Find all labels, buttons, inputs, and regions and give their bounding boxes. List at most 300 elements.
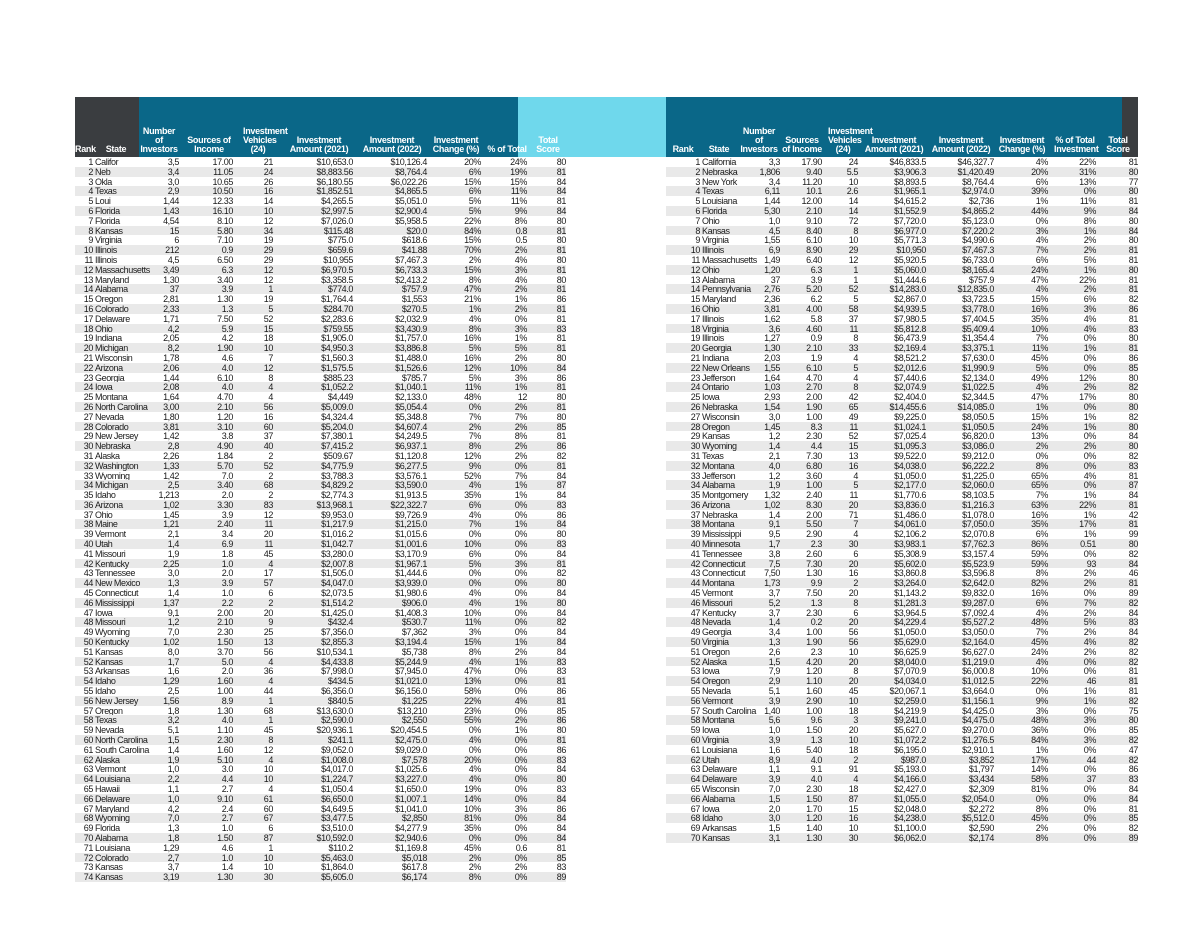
change-cell: 11% bbox=[464, 617, 481, 628]
vehicles-cell: 91 bbox=[848, 764, 858, 775]
vehicles-cell: 6 bbox=[853, 548, 858, 559]
table-row bbox=[666, 186, 1138, 196]
vehicles-cell: 12 bbox=[263, 215, 273, 226]
vehicles-cell: 44 bbox=[263, 686, 273, 697]
table-row bbox=[75, 872, 566, 882]
income-cell: 1.0 bbox=[221, 558, 233, 569]
table-row bbox=[666, 500, 1138, 510]
score-cell: 80 bbox=[1128, 166, 1138, 177]
investors-cell: 1,40 bbox=[764, 705, 780, 716]
income-cell: 7.30 bbox=[806, 450, 822, 461]
change-cell: 35% bbox=[464, 490, 481, 501]
table-row bbox=[75, 647, 566, 657]
table-row bbox=[666, 735, 1138, 745]
state-cell: Illinois bbox=[95, 254, 117, 265]
amount-2022-cell: $1,216.3 bbox=[962, 499, 994, 510]
amount-2022-cell: $2,736 bbox=[968, 196, 994, 207]
amount-2022-cell: $4,865.5 bbox=[395, 186, 427, 197]
share-cell: 1% bbox=[1083, 411, 1096, 422]
table-row bbox=[666, 686, 1138, 696]
rank-cell: 61 bbox=[690, 744, 700, 755]
column-header-state: State bbox=[105, 144, 127, 154]
share-cell: 0% bbox=[1083, 401, 1096, 412]
amount-2021-cell: $6,650.0 bbox=[321, 793, 353, 804]
table-row bbox=[666, 314, 1138, 324]
rank-cell: 34 bbox=[690, 480, 700, 491]
investors-cell: 3,3 bbox=[768, 157, 780, 167]
share-cell: 0% bbox=[1083, 431, 1096, 442]
investors-cell: 1,42 bbox=[163, 431, 179, 442]
amount-2021-cell: $4,324.4 bbox=[321, 411, 353, 422]
change-cell: 4% bbox=[468, 509, 481, 520]
share-cell: 0% bbox=[514, 313, 527, 324]
state-cell: Ohio bbox=[702, 215, 720, 226]
score-cell: 81 bbox=[1128, 245, 1138, 256]
investors-cell: 3,0 bbox=[768, 813, 780, 824]
investors-cell: 1,8 bbox=[167, 705, 179, 716]
investors-cell: 3,9 bbox=[768, 735, 780, 746]
table-row bbox=[75, 353, 566, 363]
state-cell: Idaho bbox=[95, 676, 116, 687]
share-cell: 0% bbox=[514, 744, 527, 755]
share-cell: 0% bbox=[1083, 803, 1096, 814]
change-cell: 6% bbox=[1035, 529, 1048, 540]
state-cell: Kentucky bbox=[95, 637, 129, 648]
income-cell: 2.10 bbox=[806, 205, 822, 216]
income-cell: 2.7 bbox=[221, 813, 233, 824]
state-cell: Oregon bbox=[702, 646, 730, 657]
amount-2021-cell: $5,771.3 bbox=[894, 235, 926, 246]
change-cell: 1% bbox=[468, 303, 481, 314]
change-cell: 49% bbox=[1031, 372, 1048, 383]
share-cell: 2% bbox=[1083, 382, 1096, 393]
share-cell: 93 bbox=[1086, 558, 1096, 569]
income-cell: 2.40 bbox=[806, 490, 822, 501]
share-cell: 22% bbox=[1079, 499, 1096, 510]
vehicles-cell: 2 bbox=[268, 450, 273, 461]
rank-cell: 37 bbox=[690, 509, 700, 520]
amount-2021-cell: $7,440.6 bbox=[894, 372, 926, 383]
change-cell: 12% bbox=[464, 362, 481, 373]
state-cell: Montana bbox=[702, 715, 735, 726]
income-cell: 2.00 bbox=[217, 607, 233, 618]
table-row bbox=[666, 226, 1138, 236]
investors-cell: 1,9 bbox=[167, 754, 179, 765]
vehicles-cell: 4 bbox=[853, 774, 858, 785]
column-header-score: Total Score bbox=[1106, 135, 1130, 154]
income-cell: 0.9 bbox=[810, 333, 822, 344]
score-cell: 83 bbox=[556, 862, 566, 873]
amount-2021-cell: $6,473.9 bbox=[894, 333, 926, 344]
share-cell: 2% bbox=[1083, 235, 1096, 246]
amount-2021-cell: $9,225.0 bbox=[894, 411, 926, 422]
score-cell: 80 bbox=[556, 254, 566, 265]
state-cell: Kansas bbox=[95, 872, 123, 883]
rank-cell: 23 bbox=[690, 372, 700, 383]
share-cell: 4% bbox=[514, 695, 527, 706]
investors-cell: 1,44 bbox=[163, 196, 179, 207]
amount-2022-cell: $5,527.2 bbox=[962, 617, 994, 628]
change-cell: 12% bbox=[464, 450, 481, 461]
amount-2022-cell: $1,913.5 bbox=[395, 490, 427, 501]
rank-cell: 57 bbox=[690, 705, 700, 716]
rank-cell: 13 bbox=[83, 274, 93, 285]
vehicles-cell: 11 bbox=[849, 421, 858, 432]
income-cell: 8.10 bbox=[217, 215, 233, 226]
change-cell: 0% bbox=[468, 744, 481, 755]
income-cell: 5.80 bbox=[217, 225, 233, 236]
amount-2022-cell: $1,041.0 bbox=[395, 803, 427, 814]
vehicles-cell: 71 bbox=[848, 509, 858, 520]
rank-cell: 62 bbox=[690, 754, 700, 765]
amount-2022-cell: $1,276.5 bbox=[962, 735, 994, 746]
amount-2021-cell: $509.67 bbox=[323, 450, 353, 461]
amount-2021-cell: $7,998.0 bbox=[321, 666, 353, 677]
amount-2021-cell: $7,980.5 bbox=[894, 313, 926, 324]
change-cell: 11% bbox=[464, 382, 481, 393]
amount-2021-cell: $759.55 bbox=[323, 323, 353, 334]
rank-cell: 39 bbox=[83, 529, 93, 540]
vehicles-cell: 8 bbox=[853, 225, 858, 236]
vehicles-cell: 20 bbox=[848, 617, 858, 628]
investors-cell: 1,213 bbox=[158, 490, 179, 501]
rank-cell: 74 bbox=[83, 872, 93, 883]
table-row bbox=[666, 157, 1138, 167]
change-cell: 0% bbox=[468, 578, 481, 589]
income-cell: 4.0 bbox=[221, 362, 233, 373]
amount-2021-cell: $840.5 bbox=[327, 695, 353, 706]
score-cell: 82 bbox=[1128, 597, 1138, 608]
rank-cell: 23 bbox=[83, 372, 93, 383]
rank-cell: 71 bbox=[83, 842, 93, 853]
share-cell: 12% bbox=[1079, 372, 1096, 383]
table-row bbox=[75, 745, 566, 755]
income-cell: 1.50 bbox=[806, 793, 822, 804]
rank-cell: 40 bbox=[83, 539, 93, 550]
amount-2022-cell: $3,939.0 bbox=[395, 578, 427, 589]
amount-2022-cell: $5,123.0 bbox=[962, 215, 994, 226]
share-cell: 9% bbox=[514, 205, 527, 216]
score-cell: 80 bbox=[556, 411, 566, 422]
amount-2022-cell: $5,051.0 bbox=[395, 196, 427, 207]
state-cell: Wyoming bbox=[95, 627, 130, 638]
investors-cell: 2,8 bbox=[167, 441, 179, 452]
table-row bbox=[666, 245, 1138, 255]
share-cell: 0% bbox=[514, 539, 527, 550]
vehicles-cell: 49 bbox=[848, 411, 858, 422]
amount-2021-cell: $241.1 bbox=[327, 735, 353, 746]
rank-cell: 30 bbox=[690, 441, 700, 452]
income-cell: 4.0 bbox=[810, 774, 822, 785]
state-cell: Iowa bbox=[702, 666, 720, 677]
rank-cell: 36 bbox=[83, 499, 93, 510]
table-row bbox=[666, 666, 1138, 676]
rank-cell: 15 bbox=[690, 294, 700, 305]
score-cell: 84 bbox=[556, 490, 566, 501]
state-cell: Nevada bbox=[702, 686, 731, 697]
table-row bbox=[666, 745, 1138, 755]
income-cell: 10.50 bbox=[212, 186, 233, 197]
score-cell: 80 bbox=[1128, 215, 1138, 226]
table-row bbox=[75, 617, 566, 627]
vehicles-cell: 3 bbox=[853, 715, 858, 726]
amount-2021-cell: $2,867.0 bbox=[894, 294, 926, 305]
table-row bbox=[666, 167, 1138, 177]
table-row bbox=[666, 235, 1138, 245]
vehicles-cell: 19 bbox=[263, 235, 273, 246]
share-cell: 0% bbox=[514, 578, 527, 589]
rank-cell: 42 bbox=[83, 558, 93, 569]
investors-cell: 1,20 bbox=[764, 264, 780, 275]
share-cell: 5% bbox=[1083, 254, 1096, 265]
investors-cell: 2,08 bbox=[163, 382, 179, 393]
income-cell: 1.4 bbox=[221, 862, 233, 873]
change-cell: 2% bbox=[1035, 441, 1048, 452]
amount-2021-cell: $5,602.0 bbox=[894, 558, 926, 569]
column-header-amount-2022: Investment Amount (2022) bbox=[362, 135, 422, 154]
rank-cell: 25 bbox=[83, 392, 93, 403]
rank-cell: 59 bbox=[83, 725, 93, 736]
score-cell: 87 bbox=[556, 480, 566, 491]
state-cell: Georgia bbox=[702, 627, 732, 638]
state-cell: Virginia bbox=[95, 235, 122, 246]
rank-cell: 47 bbox=[83, 607, 93, 618]
investors-cell: 2,26 bbox=[163, 450, 179, 461]
income-cell: 5.20 bbox=[806, 284, 822, 295]
table-row bbox=[75, 451, 566, 461]
state-cell: Georgia bbox=[702, 343, 732, 354]
income-cell: 2.0 bbox=[221, 490, 233, 501]
table-row bbox=[75, 196, 566, 206]
rank-cell: 54 bbox=[690, 676, 700, 687]
rank-cell: 19 bbox=[690, 333, 700, 344]
table-row bbox=[666, 617, 1138, 627]
vehicles-cell: 25 bbox=[263, 627, 273, 638]
share-cell: 0% bbox=[514, 735, 527, 746]
rank-cell: 49 bbox=[83, 627, 93, 638]
state-cell: Ohio bbox=[95, 509, 113, 520]
table-row bbox=[666, 333, 1138, 343]
amount-2021-cell: $4,449 bbox=[327, 392, 353, 403]
income-cell: 8.30 bbox=[806, 499, 822, 510]
amount-2021-cell: $2,074.9 bbox=[894, 382, 926, 393]
rank-cell: 27 bbox=[83, 411, 93, 422]
score-cell: 84 bbox=[556, 823, 566, 834]
amount-2022-cell: $906.0 bbox=[401, 597, 427, 608]
amount-2021-cell: $1,770.6 bbox=[894, 490, 926, 501]
share-cell: 0% bbox=[1083, 784, 1096, 794]
income-cell: 3.40 bbox=[217, 274, 233, 285]
score-cell: 83 bbox=[556, 666, 566, 677]
vehicles-cell: 56 bbox=[263, 646, 273, 657]
change-cell: 24% bbox=[1031, 421, 1048, 432]
state-cell: North Carolina bbox=[95, 735, 148, 746]
vehicles-cell: 2 bbox=[268, 470, 273, 481]
state-cell: New Jersey bbox=[95, 431, 139, 442]
change-cell: 2% bbox=[1035, 823, 1048, 834]
investors-cell: 3,5 bbox=[167, 157, 179, 167]
state-cell: Nevada bbox=[95, 411, 124, 422]
table-row bbox=[75, 343, 566, 353]
amount-2021-cell: $2,048.0 bbox=[894, 803, 926, 814]
score-cell: 81 bbox=[1128, 470, 1138, 481]
share-cell: 13% bbox=[1079, 176, 1096, 187]
investors-cell: 1,32 bbox=[764, 490, 780, 501]
table-body bbox=[75, 157, 566, 882]
change-cell: 47% bbox=[1031, 392, 1048, 403]
rank-cell: 29 bbox=[83, 431, 93, 442]
table-row bbox=[666, 206, 1138, 216]
amount-2022-cell: $1,526.6 bbox=[395, 362, 427, 373]
amount-2022-cell: $2,054.0 bbox=[962, 793, 994, 804]
share-cell: 1% bbox=[1083, 490, 1096, 501]
amount-2022-cell: $1,219.0 bbox=[962, 656, 994, 667]
state-cell: Colorado bbox=[95, 303, 129, 314]
rank-cell: 14 bbox=[690, 284, 700, 295]
income-cell: 1.3 bbox=[221, 303, 233, 314]
investors-cell: 2,7 bbox=[167, 852, 179, 863]
state-cell: Alabama bbox=[95, 832, 128, 843]
change-cell: 6% bbox=[1035, 176, 1048, 187]
vehicles-cell: 20 bbox=[848, 656, 858, 667]
share-cell: 0% bbox=[1083, 705, 1096, 716]
rank-cell: 33 bbox=[83, 470, 93, 481]
share-cell: 44 bbox=[1086, 754, 1096, 765]
vehicles-cell: 11 bbox=[849, 323, 858, 334]
income-cell: 1.10 bbox=[806, 676, 822, 687]
amount-2021-cell: $2,169.4 bbox=[894, 343, 926, 354]
change-cell: 58% bbox=[1031, 774, 1048, 785]
change-cell: 55% bbox=[464, 715, 481, 726]
table-row bbox=[75, 177, 566, 187]
investors-cell: 1,02 bbox=[163, 637, 179, 648]
investors-cell: 5,1 bbox=[768, 686, 780, 697]
amount-2021-cell: $774.0 bbox=[327, 284, 353, 295]
vehicles-cell: 6 bbox=[268, 588, 273, 599]
investors-cell: 7,50 bbox=[764, 568, 780, 579]
investors-cell: 1,33 bbox=[163, 460, 179, 471]
investors-cell: 4,5 bbox=[768, 225, 780, 236]
income-cell: 1.3 bbox=[810, 597, 822, 608]
income-cell: 0.2 bbox=[810, 617, 822, 628]
table-row bbox=[75, 627, 566, 637]
rank-cell: 26 bbox=[690, 401, 700, 412]
vehicles-cell: 52 bbox=[848, 431, 858, 442]
income-cell: 1.50 bbox=[806, 725, 822, 736]
amount-2022-cell: $1,078.0 bbox=[962, 509, 994, 520]
share-cell: 4% bbox=[1083, 470, 1096, 481]
change-cell: 48% bbox=[1031, 715, 1048, 726]
amount-2022-cell: $1,408.3 bbox=[395, 607, 427, 618]
rank-cell: 70 bbox=[690, 832, 700, 843]
rank-cell: 4 bbox=[695, 186, 700, 197]
income-cell: 1.3 bbox=[810, 735, 822, 746]
amount-2021-cell: $10,592.0 bbox=[316, 832, 353, 843]
state-cell: Vermont bbox=[95, 764, 126, 775]
table-row bbox=[666, 294, 1138, 304]
table-row bbox=[666, 363, 1138, 373]
share-cell: 2% bbox=[1083, 607, 1096, 618]
share-cell: 1% bbox=[1083, 695, 1096, 706]
score-cell: 80 bbox=[1128, 539, 1138, 550]
score-cell: 82 bbox=[1128, 450, 1138, 461]
income-cell: 2.30 bbox=[806, 431, 822, 442]
share-cell: 4% bbox=[514, 254, 527, 265]
share-cell: 1% bbox=[514, 597, 527, 608]
investors-cell: 1,806 bbox=[759, 166, 780, 177]
vehicles-cell: 2 bbox=[268, 490, 273, 501]
table-header bbox=[75, 97, 566, 157]
amount-2022-cell: $6,222.2 bbox=[962, 460, 994, 471]
amount-2022-cell: $1,215.0 bbox=[395, 519, 427, 530]
share-cell: 0% bbox=[1083, 832, 1096, 843]
change-cell: 4% bbox=[1035, 382, 1048, 393]
income-cell: 3.9 bbox=[221, 284, 233, 295]
amount-2022-cell: $6,820.0 bbox=[962, 431, 994, 442]
share-cell: 4% bbox=[514, 274, 527, 285]
income-cell: 2.3 bbox=[810, 646, 822, 657]
income-cell: 1.20 bbox=[806, 666, 822, 677]
income-cell: 2.30 bbox=[806, 784, 822, 794]
amount-2021-cell: $2,855.3 bbox=[321, 637, 353, 648]
change-cell: 39% bbox=[1031, 186, 1048, 197]
change-cell: 4% bbox=[1035, 284, 1048, 295]
investors-cell: 1,8 bbox=[167, 832, 179, 843]
income-cell: 3.4 bbox=[221, 529, 233, 540]
table-row bbox=[75, 373, 566, 383]
amount-2022-cell: $14,085.0 bbox=[957, 401, 994, 412]
amount-2021-cell: $2,997.5 bbox=[321, 205, 353, 216]
change-cell: 15% bbox=[464, 264, 481, 275]
rank-cell: 22 bbox=[83, 362, 93, 373]
state-cell: Idaho bbox=[95, 490, 116, 501]
table-row bbox=[666, 588, 1138, 598]
income-cell: 11.20 bbox=[802, 176, 822, 187]
state-cell: New York bbox=[702, 176, 737, 187]
rank-cell: 21 bbox=[83, 352, 93, 363]
rank-cell: 54 bbox=[83, 676, 93, 687]
share-cell: 2% bbox=[514, 715, 527, 726]
change-cell: 15% bbox=[464, 176, 481, 187]
change-cell: 16% bbox=[464, 352, 481, 363]
vehicles-cell: 11 bbox=[264, 519, 273, 530]
vehicles-cell: 20 bbox=[848, 725, 858, 736]
amount-2022-cell: $5,738 bbox=[401, 646, 427, 657]
column-header-vehicles: Investment Vehicles (24) bbox=[243, 126, 288, 154]
score-cell: 80 bbox=[1128, 715, 1138, 726]
rank-cell: 15 bbox=[83, 294, 93, 305]
change-cell: 84% bbox=[464, 225, 481, 236]
change-cell: 5% bbox=[468, 196, 481, 207]
share-cell: 0% bbox=[514, 568, 527, 579]
change-cell: 1% bbox=[1035, 196, 1048, 207]
state-cell: Okla bbox=[95, 176, 112, 187]
income-cell: 1.40 bbox=[806, 823, 822, 834]
score-cell: 81 bbox=[556, 225, 566, 236]
vehicles-cell: 56 bbox=[263, 401, 273, 412]
share-cell: 0% bbox=[1083, 352, 1096, 363]
investors-cell: 37 bbox=[169, 284, 179, 295]
score-cell: 81 bbox=[1128, 666, 1138, 677]
vehicles-cell: 13 bbox=[848, 450, 858, 461]
amount-2022-cell: $6,000.8 bbox=[962, 666, 994, 677]
change-cell: 8% bbox=[1035, 832, 1048, 843]
amount-2022-cell: $2,060.0 bbox=[962, 480, 994, 491]
change-cell: 24% bbox=[1031, 646, 1048, 657]
vehicles-cell: 10 bbox=[848, 646, 858, 657]
vehicles-cell: 57 bbox=[263, 578, 273, 589]
vehicles-cell: 37 bbox=[263, 431, 273, 442]
